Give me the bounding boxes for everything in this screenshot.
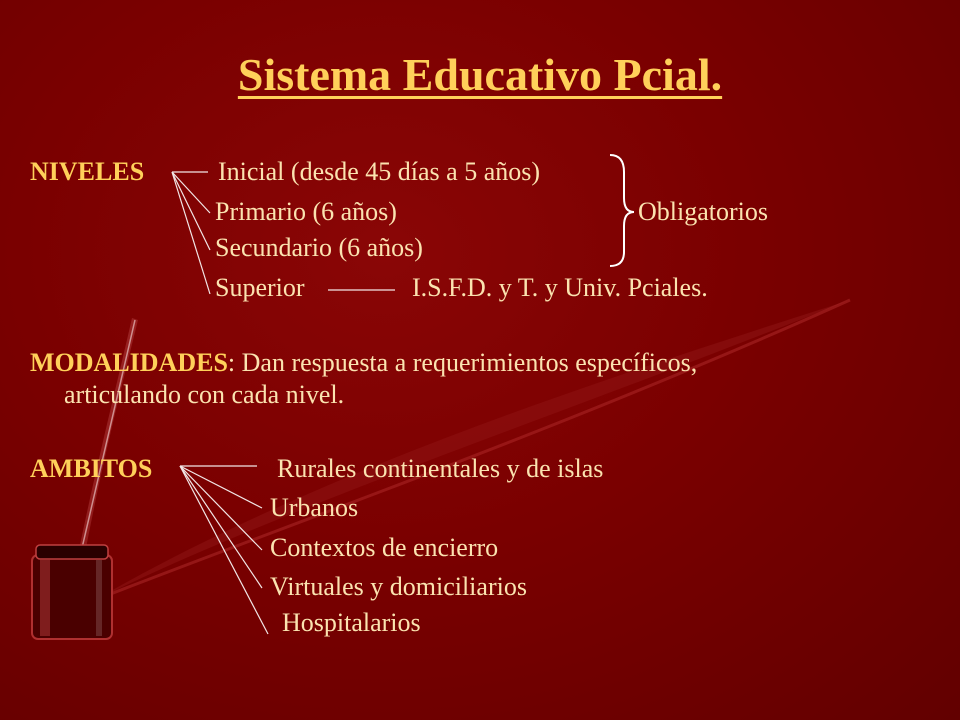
modalidades-label: MODALIDADES xyxy=(30,348,228,377)
niveles-label: NIVELES xyxy=(30,157,145,186)
modalidades-line1 xyxy=(30,348,697,378)
modalidades-text-1: : Dan respuesta a requerimientos específicos, xyxy=(227,348,698,377)
ambito-hospitalarios: Hospitalarios xyxy=(282,608,421,637)
nivel-secundario: Secundario (6 años) xyxy=(215,233,423,262)
ambito-encierro: Contextos de encierro xyxy=(270,533,499,562)
superior-detail: I.S.F.D. y T. y Univ. Pciales. xyxy=(412,273,708,302)
nivel-primario: Primario (6 años) xyxy=(215,197,397,226)
obligatorios-label: Obligatorios xyxy=(638,197,768,226)
nivel-inicial: Inicial (desde 45 días a 5 años) xyxy=(218,157,541,186)
modalidades-text-2: articulando con cada nivel. xyxy=(64,380,345,409)
nivel-superior: Superior xyxy=(215,273,305,302)
brace xyxy=(610,155,634,266)
ambito-urbanos: Urbanos xyxy=(270,493,359,522)
ambito-virtuales: Virtuales y domiciliarios xyxy=(270,572,527,601)
slide-title: Sistema Educativo Pcial. xyxy=(237,49,723,100)
ambito-rurales: Rurales continentales y de islas xyxy=(277,454,604,483)
ambitos-label: AMBITOS xyxy=(30,454,153,483)
